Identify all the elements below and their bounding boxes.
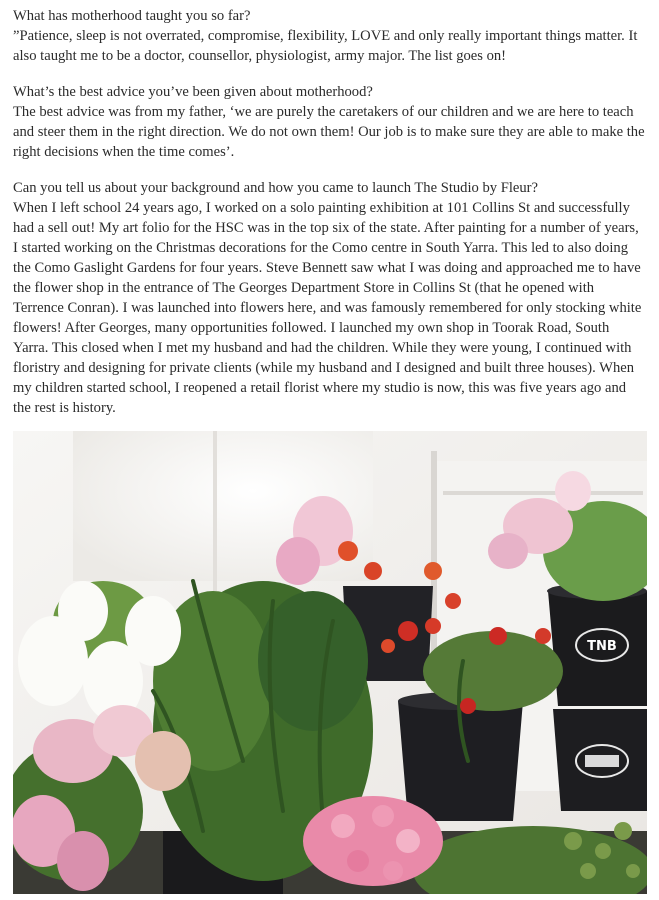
qa-block [13, 82, 647, 162]
question: What’s the best advice you’ve been given about motherhood? [13, 84, 373, 100]
black-bucket [547, 583, 647, 706]
pink-carnations [303, 796, 443, 886]
qa-block [13, 178, 647, 418]
answer: The best advice was from my father, ‘we are purely the caretakers of our children and we are here to teach and steer them in the right direction. We do not own them! Our job is to make sure they are able to make the right decisions when the time comes’. [13, 104, 645, 160]
article-body [13, 6, 647, 434]
question: What has motherhood taught you so far? [13, 8, 251, 24]
answer: ”Patience, sleep is not overrated, compromise, flexibility, LOVE and only really important things matter. It also taught me to be a doctor, counsellor, physiologist, army major. The list goes on! [13, 28, 638, 64]
flower-studio-photo [13, 431, 647, 894]
question: Can you tell us about your background and how you came to launch The Studio by Fleur? [13, 180, 539, 196]
qa-block [13, 6, 647, 66]
bucket-logo-text: TNB [587, 639, 617, 654]
answer: When I left school 24 years ago, I worked on a solo painting exhibition at 101 Collins St and successfully had a sell out! My art folio for the HSC was in the top six of the state. After painting for a number of years, I started working on the Christmas decorations for the Como centre in South Yarra. This led to also doing the Como Gaslight Gardens for four years. Steve Bennett saw what I was doing and approached me to have the flower shop in the entrance of The Georges Department Store in Collins St (that he opened with Terrence Conran). I was launched into flowers here, and was famously remembered for only stocking white flowers! After Georges, many opportunities followed. I launched my own shop in Toorak Road, South Yarra. This closed when I met my husband and had the children. While they were young, I continued with floristry and designing for private clients (while my husband and I designed and built three houses). When my children started school, I reopened a retail florist where my studio is now, this was five years ago and the rest is history. [13, 200, 642, 416]
black-bucket [553, 709, 647, 811]
